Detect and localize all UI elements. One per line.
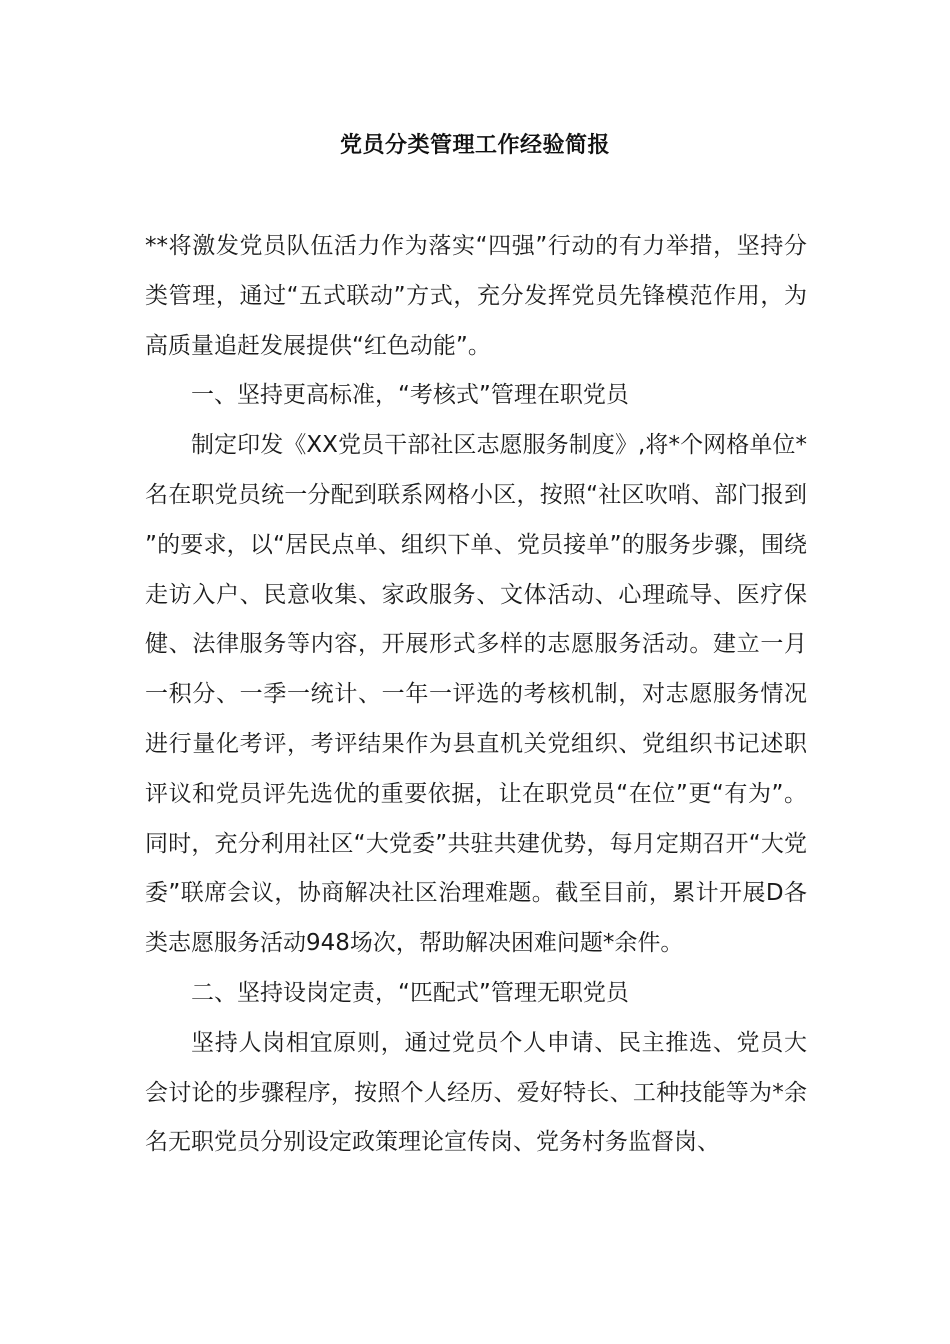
section-heading-2: 二、坚持设岗定责，“匹配式”管理无职党员 [191, 979, 629, 1006]
intro-paragraph: **将激发党员队伍活力作为落实“四强”行动的有力举措，坚持分类管理，通过“五式联动”方式，充分发挥党员先锋模范作用，为高质量追赶发展提供“红色动能”。 [145, 233, 807, 359]
document-title: 党员分类管理工作经验简报 [339, 133, 610, 158]
document-body [145, 222, 807, 1168]
section-2-paragraph: 坚持人岗相宜原则，通过党员个人申请、民主推选、党员大会讨论的步骤程序，按照个人经历、爱好特长、工种技能等为*余名无职党员分别设定政策理论宣传岗、党务村务监督岗、 [145, 1029, 807, 1156]
section-1-paragraph: 制定印发《XX党员干部社区志愿服务制度》,将*个网格单位*名在职党员统一分配到联系网格小区，按照“社区吹哨、部门报到”的要求，以“居民点单、组织下单、党员接单”的服务步骤，围绕走访入户、民意收集、家政服务、文体活动、心理疏导、医疗保健、法律服务等内容，开展形式多样的志愿服务活动。建立一月一积分、一季一统计、一年一评选的考核机制，对志愿服务情况进行量化考评，考评结果作为县直机关党组织、党组织书记述职评议和党员评先选优的重要依据，让在职党员“在位”更“有为”。同时，充分利用社区“大党委”共驻共建优势，每月定期召开“大党委”联席会议，协商解决社区治理难题。截至目前，累计开展D各类志愿服务活动948场次，帮助解决困难问题*余件。 [145, 432, 807, 957]
section-heading-1: 一、坚持更高标准，“考核式”管理在职党员 [191, 382, 629, 409]
